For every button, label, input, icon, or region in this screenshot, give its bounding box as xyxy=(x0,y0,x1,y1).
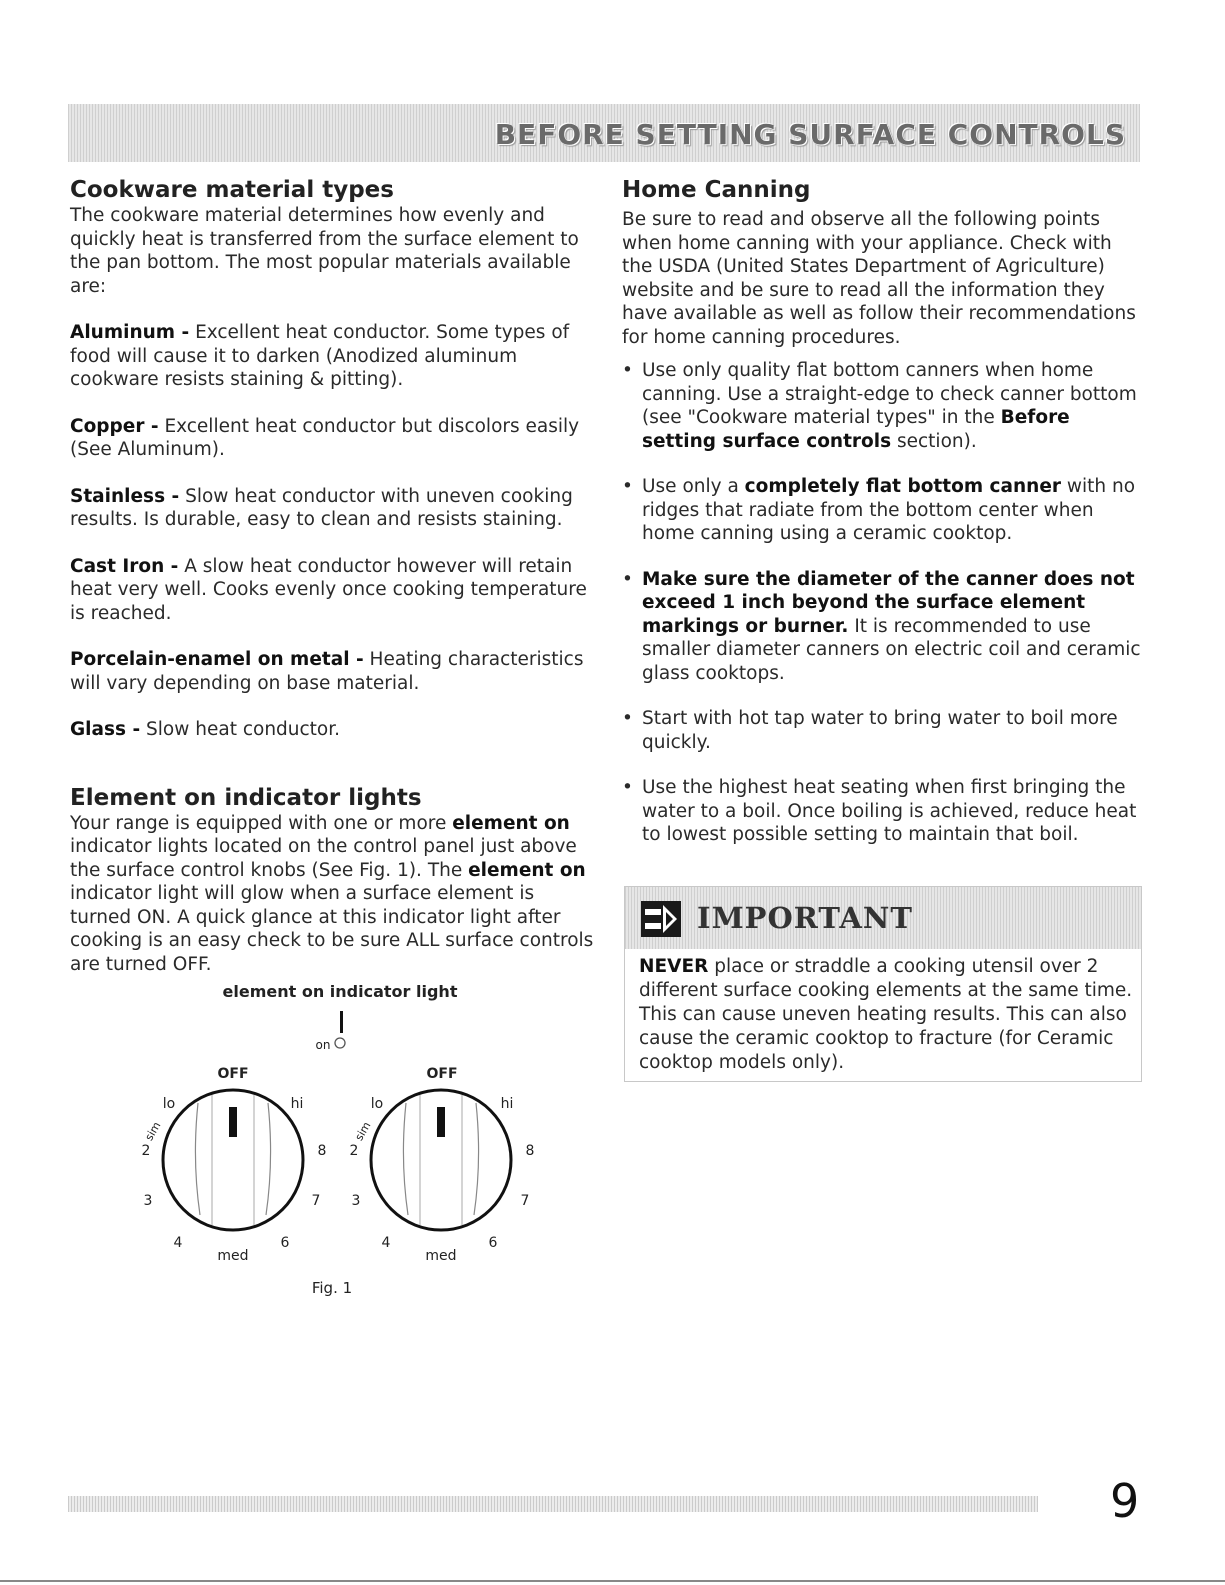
never-label: NEVER xyxy=(639,956,709,977)
list-item-text: Use the highest heat seating when first bringing the water to a boil. Once boiling is achieved, reduce heat to lowest possible setting to maintain that boil. xyxy=(642,777,1137,845)
material-term: Copper - xyxy=(70,415,159,437)
setting-2-label: 2 xyxy=(349,1143,359,1159)
material-desc: A slow heat conductor however will retain heat very well. Cooks evenly once cooking temperature is reached. xyxy=(70,555,587,624)
on-label: on xyxy=(315,1038,331,1052)
material-desc: Slow heat conductor with uneven cooking results. Is durable, easy to clean and resists staining. xyxy=(70,485,573,530)
setting-3-label: 3 xyxy=(351,1193,361,1209)
bullet-icon: • xyxy=(622,568,633,590)
indicator-bold: element on xyxy=(468,859,586,881)
material-aluminum xyxy=(70,321,595,392)
knob-pointer xyxy=(437,1107,445,1137)
section-title: BEFORE SETTING SURFACE CONTROLS xyxy=(494,118,1126,151)
list-item-bold: Before setting surface controls xyxy=(642,407,1070,452)
list-item xyxy=(622,568,1147,686)
left-column xyxy=(70,176,595,976)
list-item-bold: completely flat bottom canner xyxy=(744,476,1061,497)
indicator-heading: Element on indicator lights xyxy=(70,784,422,811)
control-knobs-diagram xyxy=(120,975,560,1305)
setting-4-label: 4 xyxy=(173,1235,183,1251)
list-item-text: section). xyxy=(891,430,977,452)
important-header xyxy=(625,887,1141,949)
off-label: OFF xyxy=(217,1066,249,1082)
material-term: Cast Iron - xyxy=(70,555,179,577)
material-desc: Excellent heat conductor but discolors easily (See Aluminum). xyxy=(70,415,580,460)
material-term: Stainless - xyxy=(70,485,180,507)
setting-8-label: 8 xyxy=(525,1143,535,1159)
cookware-intro: The cookware material determines how evenly and quickly heat is transferred from the surface element to the pan bottom. The most popular materials available are: xyxy=(70,205,579,297)
knob-pointer xyxy=(229,1107,237,1137)
hi-label: hi xyxy=(290,1096,304,1112)
important-body xyxy=(625,949,1141,1075)
setting-4-label: 4 xyxy=(381,1235,391,1251)
canning-list xyxy=(622,359,1147,847)
material-desc: Excellent heat conductor. Some types of food will cause it to darken (Anodized aluminum cookware resists staining & pitting). xyxy=(70,322,570,390)
arrow-box-icon xyxy=(641,901,681,937)
important-notice xyxy=(624,886,1142,1082)
bullet-icon: • xyxy=(622,360,633,381)
setting-8-label: 8 xyxy=(317,1143,327,1159)
material-term: Porcelain-enamel on metal - xyxy=(70,649,364,670)
list-item-bold: Make sure the diameter of the canner does not exceed 1 inch beyond the surface element markings or burner. xyxy=(642,568,1135,637)
sim-label: sim xyxy=(352,1119,374,1143)
page-number: 9 xyxy=(1110,1474,1140,1528)
material-cast-iron xyxy=(70,555,595,626)
material-porcelain xyxy=(70,648,595,695)
hi-label: hi xyxy=(500,1096,514,1112)
med-label: med xyxy=(425,1248,457,1264)
list-item-text: Use only a xyxy=(642,476,745,497)
material-desc: Heating characteristics will vary depending on base material. xyxy=(70,649,584,694)
med-label: med xyxy=(217,1248,249,1264)
list-item-text: It is recommended to use smaller diameter canners on electric coil and ceramic glass cooktops. xyxy=(642,615,1141,684)
material-stainless xyxy=(70,485,595,532)
surface-knob-left xyxy=(142,1066,327,1264)
right-column xyxy=(622,176,1147,847)
indicator-text: indicator lights located on the control panel just above the surface control knobs (See Fig. 1). The xyxy=(70,836,577,881)
canning-intro: Be sure to read and observe all the following points when home canning with your appliance. Check with the USDA (United States Department of Agriculture) website and be sure to read all the information they have available as well as follow their recommendations for home canning procedures. xyxy=(622,209,1136,348)
page-edge xyxy=(0,1580,1225,1582)
lo-label: lo xyxy=(370,1096,384,1112)
list-item-text: Start with hot tap water to bring water to boil more quickly. xyxy=(642,708,1118,753)
figure-caption: Fig. 1 xyxy=(311,1279,353,1297)
material-term: Glass - xyxy=(70,719,141,740)
pointer-line xyxy=(340,1011,343,1033)
canning-heading: Home Canning xyxy=(622,177,811,203)
section-banner xyxy=(68,104,1140,162)
setting-7-label: 7 xyxy=(311,1193,321,1209)
setting-6-label: 6 xyxy=(280,1235,290,1251)
off-label: OFF xyxy=(426,1066,458,1082)
indicator-light-label: element on indicator light xyxy=(222,982,458,1001)
footer-bar xyxy=(68,1496,1038,1512)
important-title: IMPORTANT xyxy=(697,901,913,935)
list-item-text: with no ridges that radiate from the bottom center when home canning using a ceramic cooktop. xyxy=(642,476,1136,544)
list-item-text: Use only quality flat bottom canners when home canning. Use a straight-edge to check canner bottom (see "Cookware material types" in the xyxy=(642,360,1137,428)
material-glass xyxy=(70,718,595,742)
bullet-icon: • xyxy=(622,777,633,798)
setting-7-label: 7 xyxy=(520,1193,530,1209)
sim-label: sim xyxy=(142,1119,164,1143)
important-text: place or straddle a cooking utensil over 2 different surface cooking elements at the same time. This can cause uneven heating results. This can also cause the ceramic cooktop to fracture (for Ceramic cooktop models only). xyxy=(639,956,1133,1073)
material-copper xyxy=(70,415,595,462)
setting-2-label: 2 xyxy=(141,1143,151,1159)
bullet-icon: • xyxy=(622,708,633,729)
indicator-text: Your range is equipped with one or more xyxy=(70,812,453,834)
setting-3-label: 3 xyxy=(143,1193,153,1209)
material-term: Aluminum - xyxy=(70,322,190,343)
list-item xyxy=(622,359,1147,453)
indicator-light-icon xyxy=(335,1038,345,1048)
list-item xyxy=(622,475,1147,546)
lo-label: lo xyxy=(162,1096,176,1112)
indicator-text: indicator light will glow when a surface element is turned ON. A quick glance at this indicator light after cooking is an easy check to be sure ALL surface controls are turned OFF. xyxy=(70,883,594,975)
cookware-heading: Cookware material types xyxy=(70,177,394,203)
material-desc: Slow heat conductor. xyxy=(140,719,341,740)
fig-1-diagram xyxy=(120,975,560,1305)
setting-6-label: 6 xyxy=(488,1235,498,1251)
list-item xyxy=(622,776,1147,847)
indicator-paragraph xyxy=(70,812,595,977)
list-item xyxy=(622,707,1147,754)
surface-knob-right xyxy=(350,1066,535,1264)
bullet-icon: • xyxy=(622,476,633,497)
indicator-bold: element on xyxy=(452,812,570,834)
